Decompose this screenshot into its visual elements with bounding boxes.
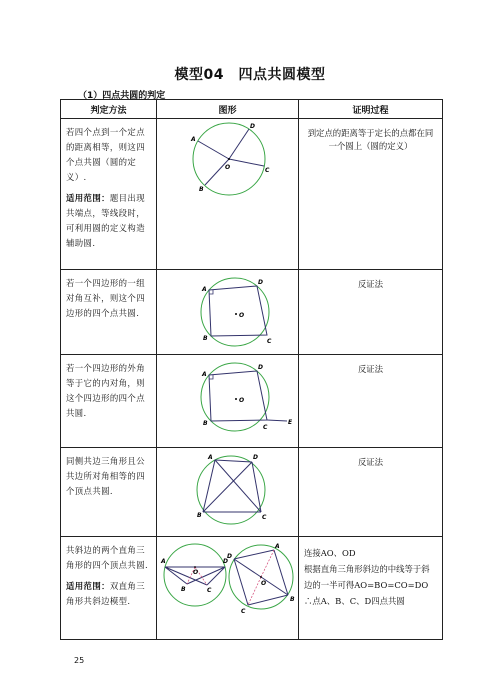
method-text: 若一个四边形的一组对角互补，则这个四边形的四个点共圆. — [66, 278, 145, 318]
proof-line: 连接AO、OD — [304, 548, 356, 558]
table-header-row — [61, 100, 443, 119]
page-title: 模型04 四点共圆模型 — [174, 67, 326, 83]
table-row — [61, 355, 443, 448]
point-label: C — [267, 338, 272, 345]
point-label: B — [290, 596, 295, 603]
point-label: A — [208, 454, 213, 461]
method-text: 若四个点到一个定点的距离相等，则这四个点共圆（圆的定义）. — [66, 127, 145, 182]
figure-cell — [157, 448, 299, 537]
method-cell — [61, 448, 157, 537]
point-label: O — [239, 312, 245, 319]
point-label: O — [239, 397, 245, 404]
method-text: 同侧共边三角形且公共边所对角相等的四个顶点共圆. — [66, 456, 145, 496]
point-label: C — [263, 424, 268, 431]
point-label: O — [193, 569, 199, 576]
proof-line: ∴点A、B、C、D四点共圆 — [304, 596, 405, 606]
method-text: 若一个四边形的外角等于它的内对角，则这个四边形的四个点共圆. — [66, 363, 145, 418]
table-row — [61, 119, 443, 270]
proof-cell — [299, 448, 443, 537]
proof-cell — [299, 537, 443, 640]
figure-equal-distance — [157, 119, 299, 269]
proof-line: 根据直角三角形斜边的中线等于斜边的一半可得AO=BO=CO=DO — [304, 564, 430, 590]
point-label: E — [288, 419, 293, 426]
point-label: B — [197, 512, 202, 519]
table-row — [61, 448, 443, 537]
point-label: A — [275, 543, 280, 550]
point-label: D — [227, 553, 232, 560]
figure-equal-angles — [157, 448, 299, 536]
point-label: D — [253, 454, 258, 461]
scope-label: 适用范围： — [66, 581, 110, 591]
method-text: 共斜边的两个直角三角形的四个顶点共圆. — [66, 545, 149, 570]
point-label: A — [202, 286, 207, 293]
point-label: B — [203, 335, 208, 342]
figure-cell — [157, 355, 299, 448]
point-label: D — [258, 364, 263, 371]
point-label: B — [181, 586, 186, 593]
figure-cell — [157, 537, 299, 640]
point-label: O — [261, 580, 267, 587]
scope-label: 适用范围： — [66, 193, 110, 203]
point-label: D — [250, 123, 255, 130]
figure-exterior-angle — [157, 355, 299, 447]
point-label: A — [202, 371, 207, 378]
method-cell — [61, 537, 157, 640]
proof-text: 反证法 — [357, 364, 384, 374]
criteria-table — [60, 99, 443, 640]
proof-cell — [299, 119, 443, 270]
table-row — [61, 270, 443, 355]
page-number: 25 — [74, 656, 85, 665]
point-label: C — [207, 587, 212, 594]
point-label: A — [161, 558, 166, 565]
method-cell — [61, 355, 157, 448]
header-figure: 图形 — [157, 100, 299, 119]
proof-cell — [299, 270, 443, 355]
scope-text: 双直角三角形共斜边模型. — [66, 581, 145, 606]
figure-cell — [157, 119, 299, 270]
header-proof: 证明过程 — [299, 100, 443, 119]
point-label: C — [241, 608, 246, 615]
header-method: 判定方法 — [61, 100, 157, 119]
method-cell — [61, 270, 157, 355]
figure-supplementary-angles — [157, 270, 299, 354]
scope-text: 题目出现共端点，等线段时，可利用圆的定义构造辅助圆. — [66, 193, 145, 248]
table-row — [61, 537, 443, 640]
point-label: D — [223, 558, 228, 565]
proof-text: 反证法 — [357, 279, 384, 289]
figure-cell — [157, 270, 299, 355]
point-label: B — [203, 420, 208, 427]
point-label: D — [258, 279, 263, 286]
proof-text: 反证法 — [357, 457, 384, 467]
section-label: （1）四点共圆的判定 — [78, 91, 166, 101]
method-cell — [61, 119, 157, 270]
point-label: O — [225, 164, 231, 171]
proof-text: 到定点的距离等于定长的点都在同一个圆上（圆的定义） — [307, 128, 434, 151]
figure-common-hypotenuse — [157, 537, 299, 639]
point-label: A — [191, 136, 196, 143]
point-label: C — [265, 167, 270, 174]
proof-cell — [299, 355, 443, 448]
point-label: C — [262, 514, 267, 521]
point-label: B — [199, 186, 204, 193]
